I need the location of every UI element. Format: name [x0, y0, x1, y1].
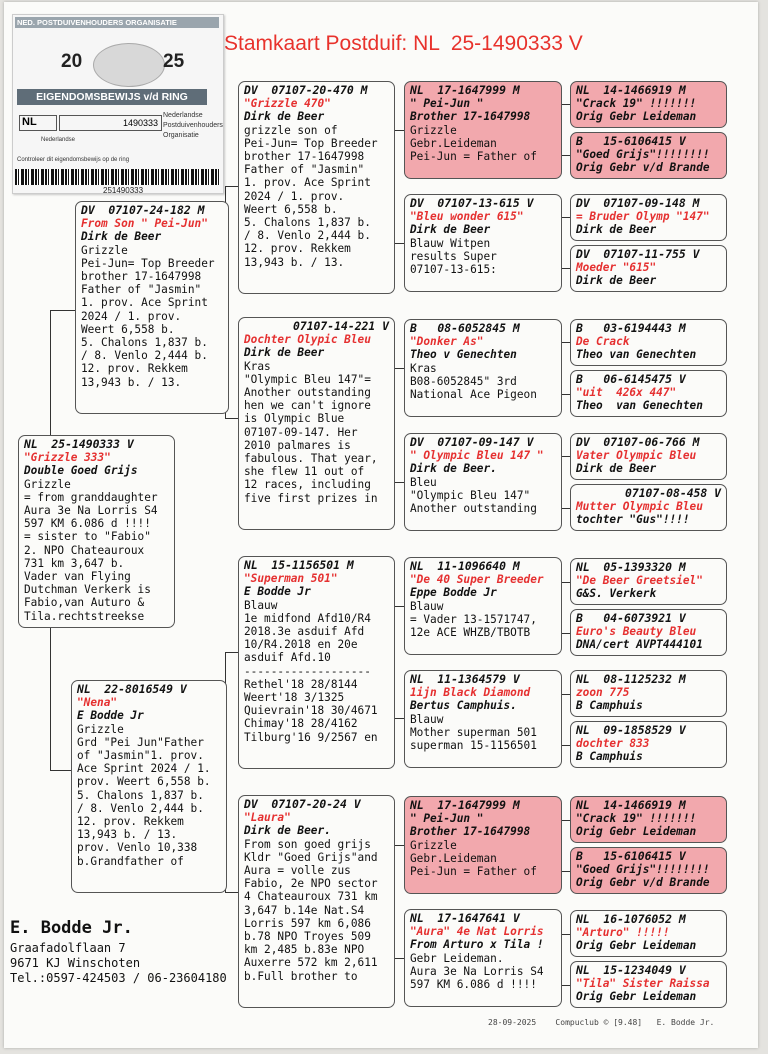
barcode-number: 251490333: [103, 186, 144, 195]
pigeon-card-mm[interactable]: [238, 795, 395, 1008]
pigeon-breeder: Orig Gebr v/d Brande: [576, 161, 710, 175]
pigeon-breeder: B Camphuis: [576, 750, 643, 764]
note-line: results Super: [410, 249, 497, 263]
pigeon-card-mf[interactable]: [238, 556, 395, 769]
year-left: 20: [61, 51, 83, 72]
ring-number: DV 07107-20-24 V: [244, 797, 361, 811]
note-line: Grizzle: [81, 243, 128, 257]
pigeon-breeder: Dirk de Beer: [81, 230, 162, 244]
pigeon-breeder: Dirk de Beer: [410, 223, 491, 237]
note-line: 07107-13-615:: [410, 263, 497, 277]
note-line: 1e midfond Afd10/R4: [244, 611, 371, 625]
pigeon-card-fmm[interactable]: [404, 433, 562, 531]
pigeon-breeder: Orig Gebr Leideman: [576, 990, 697, 1004]
pigeon-breeder: E Bodde Jr: [244, 585, 311, 599]
ring-number: NL 08-1125232 M: [576, 672, 686, 686]
pigeon-notes: [410, 362, 556, 402]
pigeon-name: "De 40 Super Breeder: [410, 573, 544, 587]
note-line: 13,943 b. / 13.: [244, 255, 345, 269]
ring-number: B 08-6052845 M: [410, 321, 520, 335]
note-line: Bleu: [410, 475, 437, 489]
note-line: brother 17-1647998: [81, 270, 202, 284]
pigeon-card-g12[interactable]: [570, 721, 727, 768]
note-line: 10/R4.2018 en 20e: [244, 638, 358, 652]
year-right: 25: [163, 51, 185, 72]
ring-number: DV 07107-24-182 M: [81, 203, 205, 217]
note-line: 5. Chalons 1,837 b.: [244, 216, 371, 230]
pigeon-breeder: DNA/cert AVPT444101: [576, 638, 703, 652]
breeder-phone: Tel.:0597-424503 / 06-23604180: [10, 971, 227, 985]
footer-text: 28-09-2025 Compuclub © [9.48] E. Bodde Jr.: [488, 1018, 715, 1027]
note-line: 12 races, including: [244, 478, 371, 492]
pigeon-notes: [24, 478, 169, 623]
ring-number: DV 07107-11-755 V: [576, 247, 700, 261]
pigeon-name: " Pei-Jun ": [410, 97, 484, 111]
note-line: hen we can't ignore: [244, 399, 371, 413]
pigeon-card-g5[interactable]: [570, 319, 727, 366]
note-line: -------------------: [244, 664, 371, 678]
pigeon-card-g7[interactable]: [570, 433, 727, 480]
note-line: Aura = volle zus: [244, 864, 351, 878]
pigeon-breeder: tochter "Gus"!!!!: [576, 513, 690, 527]
note-line: Dutchman Verkerk is: [24, 583, 151, 597]
pigeon-name: "Grizzle 333": [24, 451, 111, 465]
connector-line: [225, 418, 239, 419]
note-line: fabulous. That year,: [244, 452, 378, 466]
pigeon-breeder: Orig Gebr Leideman: [576, 939, 697, 953]
ring-number: NL 17-1647999 M: [410, 83, 520, 97]
pigeon-name: "Goed Grijs"!!!!!!!!: [576, 148, 710, 162]
pigeon-name: "Nena": [77, 696, 118, 710]
pigeon-name: "Tila" Sister Raissa: [576, 977, 710, 991]
pigeon-notes: [77, 723, 221, 868]
pigeon-card-g1[interactable]: [570, 81, 727, 128]
note-line: she flew 11 out of: [244, 465, 365, 479]
letter-line: Postduivenhouders: [163, 122, 223, 129]
pigeon-card-subject[interactable]: [18, 435, 175, 628]
connector-line: [394, 243, 404, 244]
note-line: Tila.rechtstreekse: [24, 609, 145, 623]
connector-line: [394, 845, 404, 846]
note-line: b.78 NPO Troyes 509: [244, 930, 371, 944]
pigeon-name: "Aura" 4e Nat Lorris: [410, 925, 544, 939]
ring-ownership-card: [12, 14, 224, 194]
pigeon-breeder: Dirk de Beer: [576, 274, 657, 288]
note-line: superman 15-1156501: [410, 739, 537, 753]
connector-line: [394, 718, 404, 719]
pigeon-name: Dochter Olypic Bleu: [244, 333, 371, 347]
note-line: Father of "Jasmin": [244, 163, 365, 177]
note-line: "Olympic Bleu 147"=: [244, 372, 371, 386]
pigeon-name: "De Beer Greetsiel": [576, 574, 703, 588]
pigeon-notes: [244, 838, 389, 983]
pigeon-name: = Bruder Olymp "147": [576, 210, 710, 224]
pigeon-card-g14[interactable]: [570, 847, 727, 894]
note-line: Kras: [244, 359, 271, 373]
pigeon-card-g4[interactable]: [570, 245, 727, 292]
pigeon-card-ffm[interactable]: [404, 194, 562, 292]
pigeon-name: Euro's Beauty Bleu: [576, 625, 697, 639]
note-line: 3,647 b.14e Nat.S4: [244, 903, 365, 917]
note-line: = Vader 13-1571747,: [410, 612, 537, 626]
note-line: b.Full brother to: [244, 969, 358, 983]
ring-number: NL 05-1393320 M: [576, 560, 686, 574]
npo-logo: [93, 43, 165, 87]
ring-number: NL 25-1490333 V: [24, 437, 134, 451]
pigeon-card-fm[interactable]: [238, 317, 395, 530]
pigeon-notes: [410, 476, 556, 516]
ring-number: DV 07107-09-148 M: [576, 196, 700, 210]
note-line: Pei-Jun = Father of: [410, 150, 537, 164]
letter-line: Nederlandse: [163, 112, 203, 119]
ring-number: 1490333: [59, 115, 162, 131]
note-line: Grizzle: [410, 838, 457, 852]
ring-number: NL 17-1647641 V: [410, 911, 520, 925]
connector-line: [225, 892, 239, 893]
pigeon-breeder: E Bodde Jr: [77, 709, 144, 723]
pigeon-card-g10[interactable]: [570, 609, 727, 656]
pigeon-card-g9[interactable]: [570, 558, 727, 605]
ring-number: 07107-08-458 V: [624, 486, 721, 500]
pigeon-breeder: From Arturo x Tila !: [410, 938, 544, 952]
pigeon-card-mmf[interactable]: [404, 796, 562, 894]
note-line: Kldr "Goed Grijs"and: [244, 850, 378, 864]
ownership-label: EIGENDOMSBEWIJS v/d RING: [17, 89, 207, 105]
pigeon-name: From Son " Pei-Jun": [81, 217, 208, 231]
note-line: km 2,485 b.83e NPO: [244, 943, 365, 957]
pigeon-name: "Superman 501": [244, 572, 338, 586]
pigeon-card-fff[interactable]: [404, 81, 562, 179]
note-line: Kras: [410, 361, 437, 375]
pigeon-breeder: Dirk de Beer.: [244, 824, 331, 838]
pigeon-card-g3[interactable]: [570, 194, 727, 241]
pigeon-card-mfm[interactable]: [404, 670, 562, 768]
pigeon-notes: [410, 124, 556, 164]
note-line: Grizzle: [24, 477, 71, 491]
pigeon-notes: [410, 713, 556, 753]
ring-number: DV 07107-20-470 M: [244, 83, 368, 97]
breeder-street: Graafadolflaan 7: [10, 941, 126, 955]
note-line: of "Jasmin"1. prov.: [77, 749, 204, 763]
note-line: B08-6052845" 3rd: [410, 374, 517, 388]
ring-number: B 15-6106415 V: [576, 849, 686, 863]
pigeon-notes: [410, 600, 556, 640]
pigeon-name: "Crack 19" !!!!!!!: [576, 97, 697, 111]
breeder-name: E. Bodde Jr.: [10, 918, 133, 938]
pigeon-name: Vater Olympic Bleu: [576, 449, 697, 463]
note-line: 2010 palmares is: [244, 438, 351, 452]
pigeon-name: Mutter Olympic Bleu: [576, 500, 703, 514]
country-code: NL: [19, 115, 57, 131]
note-line: Rethel'18 28/8144: [244, 677, 358, 691]
pigeon-breeder: Dirk de Beer: [576, 462, 657, 476]
pigeon-card-g13[interactable]: [570, 796, 727, 843]
note-line: 597 KM 6.086 d !!!!: [410, 978, 537, 992]
ring-number: B 03-6194443 M: [576, 321, 686, 335]
note-line: asduif Afd.10: [244, 651, 331, 665]
note-line: Quievrain'18 30/4671: [244, 704, 378, 718]
connector-line: [394, 606, 404, 607]
ring-number: NL 11-1364579 V: [410, 672, 520, 686]
note-line: Pei-Jun = Father of: [410, 865, 537, 879]
pigeon-card-mff[interactable]: [404, 557, 562, 655]
barcode: [15, 169, 220, 185]
connector-line: [394, 130, 404, 131]
breeder-address: [10, 918, 227, 986]
pigeon-breeder: Eppe Bodde Jr: [410, 586, 497, 600]
note-line: prov. Venlo 10,338: [77, 841, 198, 855]
connector-line: [394, 958, 404, 959]
note-line: National Ace Pigeon: [410, 388, 537, 402]
note-line: Weert'18 3/1325: [244, 691, 345, 705]
ring-number: NL 11-1096640 M: [410, 559, 520, 573]
note-line: Gebr.Leideman: [410, 851, 497, 865]
note-line: 12. prov. Rekkem: [81, 362, 188, 376]
note-line: Blauw Witpen: [410, 236, 491, 250]
pigeon-name: 1ijn Black Diamond: [410, 686, 531, 700]
pigeon-breeder: Brother 17-1647998: [410, 110, 531, 124]
ring-number: NL 14-1466919 M: [576, 83, 686, 97]
pigeon-breeder: Dirk de Beer: [244, 110, 325, 124]
pigeon-breeder: G&S. Verkerk: [576, 587, 657, 601]
note-line: 07107-09-147. Her: [244, 425, 358, 439]
pigeon-breeder: B Camphuis: [576, 699, 643, 713]
pigeon-name: dochter 833: [576, 737, 650, 751]
connector-line: [225, 186, 239, 187]
country-name: Nederlandse: [41, 137, 76, 143]
ring-number: B 06-6145475 V: [576, 372, 686, 386]
note-line: From son goed grijs: [244, 837, 371, 851]
pigeon-card-ff[interactable]: [238, 81, 395, 294]
note-line: b.Grandfather of: [77, 854, 184, 868]
note-line: / 8. Venlo 2,444 b.: [244, 229, 371, 243]
note-line: 12e ACE WHZB/TBOTB: [410, 626, 531, 640]
note-line: / 8. Venlo 2,444 b.: [77, 801, 204, 815]
pigeon-name: " Olympic Bleu 147 ": [410, 449, 544, 463]
note-line: Grd "Pei Jun"Father: [77, 735, 204, 749]
pigeon-name: "Bleu wonder 615": [410, 210, 524, 224]
pigeon-notes: [410, 237, 556, 277]
note-line: 4 Chateauroux 731 km: [244, 890, 378, 904]
pigeon-notes: [410, 952, 556, 992]
note-line: Lorris 597 km 6,086: [244, 916, 371, 930]
letter-line: Organisatie: [163, 132, 199, 139]
pigeon-name: Moeder "615": [576, 261, 657, 275]
note-line: 13,943 b. / 13.: [81, 375, 182, 389]
note-line: Gebr.Leideman: [410, 136, 497, 150]
note-line: Mother superman 501: [410, 725, 537, 739]
pigeon-card-g16[interactable]: [570, 961, 727, 1008]
pigeon-name: "uit 426x 447": [576, 386, 677, 400]
connector-line: [394, 482, 404, 483]
connector-line: [394, 368, 404, 369]
pigeon-breeder: Double Goed Grijs: [24, 464, 138, 478]
pigeon-notes: [410, 839, 556, 879]
breeder-city: 9671 KJ Winschoten: [10, 956, 141, 970]
page-title: Stamkaart Postduif: NL 25-1490333 V: [224, 32, 583, 55]
note-line: Pei-Jun= Top Breeder: [244, 136, 378, 150]
note-line: Fabio, 2e NPO sector: [244, 877, 378, 891]
ring-number: 07107-14-221 V: [292, 319, 389, 333]
note-line: Chimay'18 28/4162: [244, 717, 358, 731]
pigeon-name: "Crack 19" !!!!!!!: [576, 812, 697, 826]
note-line: Grizzle: [410, 123, 457, 137]
note-line: 13,943 b. / 13.: [77, 828, 178, 842]
note-line: Blauw: [244, 598, 278, 612]
pigeon-name: De Crack: [576, 335, 630, 349]
note-line: brother 17-1647998: [244, 150, 365, 164]
ring-number: NL 17-1647999 M: [410, 798, 520, 812]
note-line: Weert 6,558 b.: [81, 322, 175, 336]
note-line: Ace Sprint 2024 / 1.: [77, 762, 211, 776]
note-line: 12. prov. Rekkem: [244, 242, 351, 256]
pigeon-card-father[interactable]: [75, 201, 229, 414]
pigeon-card-g8[interactable]: [570, 484, 727, 531]
connector-line: [50, 770, 72, 771]
note-line: "Olympic Bleu 147": [410, 488, 531, 502]
ring-number: NL 09-1858529 V: [576, 723, 686, 737]
pigeon-breeder: Dirk de Beer: [244, 346, 325, 360]
note-line: 1. prov. Ace Sprint: [81, 296, 208, 310]
note-line: Weert 6,558 b.: [244, 202, 338, 216]
note-line: Grizzle: [77, 722, 124, 736]
ring-number: NL 15-1234049 V: [576, 963, 686, 977]
ring-number: B 04-6073921 V: [576, 611, 686, 625]
pigeon-notes: [244, 599, 389, 744]
org-letters: [163, 111, 223, 141]
note-line: 2. NPO Chateauroux: [24, 543, 145, 557]
pigeon-name: "Grizzle 470": [244, 97, 331, 111]
organisation-name: NED. POSTDUIVENHOUDERS ORGANISATIE: [15, 17, 219, 28]
pigeon-notes: [244, 124, 389, 269]
note-line: = sister to "Fabio": [24, 530, 151, 544]
ring-number: NL 15-1156501 M: [244, 558, 354, 572]
pigeon-breeder: Dirk de Beer.: [410, 462, 497, 476]
pigeon-card-mother[interactable]: [71, 680, 227, 893]
note-line: / 8. Venlo 2,444 b.: [81, 349, 208, 363]
note-line: 2018.3e asduif Afd: [244, 625, 365, 639]
note-line: Another outstanding: [244, 386, 371, 400]
ring-number: NL 14-1466919 M: [576, 798, 686, 812]
note-line: Vader van Flying: [24, 570, 131, 584]
note-line: Auxerre 572 km 2,611: [244, 956, 378, 970]
pigeon-name: " Pei-Jun ": [410, 812, 484, 826]
ring-number: B 15-6106415 V: [576, 134, 686, 148]
note-line: Another outstanding: [410, 502, 537, 516]
note-line: five first prizes in: [244, 491, 378, 505]
pigeon-name: "Goed Grijs"!!!!!!!!: [576, 863, 710, 877]
pigeon-breeder: Dirk de Beer: [576, 223, 657, 237]
pigeon-name: "Laura": [244, 811, 291, 825]
pigeon-breeder: Orig Gebr v/d Brande: [576, 876, 710, 890]
note-line: 12. prov. Rekkem: [77, 815, 184, 829]
pigeon-notes: [81, 244, 223, 389]
note-line: Blauw: [410, 712, 444, 726]
note-line: prov. Weert 6,558 b.: [77, 775, 211, 789]
note-line: 1. prov. Ace Sprint: [244, 176, 371, 190]
note-line: Gebr Leideman.: [410, 951, 504, 965]
connector-line: [225, 652, 239, 653]
note-line: is Olympic Blue: [244, 412, 345, 426]
note-line: Aura 3e Na Lorris S4: [410, 964, 544, 978]
pigeon-notes: [244, 360, 389, 505]
pigeon-name: "Donker As": [410, 335, 484, 349]
pigeon-name: "Arturo" !!!!!: [576, 926, 670, 940]
ring-number: NL 22-8016549 V: [77, 682, 187, 696]
ring-number: DV 07107-09-147 V: [410, 435, 534, 449]
pigeon-card-fmf[interactable]: [404, 319, 562, 417]
note-line: Father of "Jasmin": [81, 283, 202, 297]
note-line: grizzle son of: [244, 123, 338, 137]
note-line: Tilburg'16 9/2567 en: [244, 730, 378, 744]
ring-number: NL 16-1076052 M: [576, 912, 686, 926]
note-line: Pei-Jun= Top Breeder: [81, 256, 215, 270]
ring-number: DV 07107-06-766 M: [576, 435, 700, 449]
pigeon-card-mmm[interactable]: [404, 909, 562, 1007]
note-line: 2024 / 1. prov.: [81, 309, 182, 323]
pigeon-card-g11[interactable]: [570, 670, 727, 717]
pigeon-breeder: Orig Gebr Leideman: [576, 110, 697, 124]
note-line: 731 km 3,647 b.: [24, 556, 125, 570]
connector-line: [50, 310, 76, 311]
card-note: Controleer dit eigendomsbewijs op de ring: [17, 157, 130, 163]
pigeon-breeder: Bertus Camphuis.: [410, 699, 517, 713]
pigeon-breeder: Theo van Genechten: [576, 348, 697, 362]
pigeon-breeder: Orig Gebr Leideman: [576, 825, 697, 839]
pigeon-breeder: Theo v Genechten: [410, 348, 517, 362]
note-line: Fabio,van Auturo &: [24, 596, 145, 610]
note-line: 5. Chalons 1,837 b.: [81, 336, 208, 350]
pigeon-breeder: Brother 17-1647998: [410, 825, 531, 839]
ring-number: DV 07107-13-615 V: [410, 196, 534, 210]
note-line: Blauw: [410, 599, 444, 613]
pigeon-breeder: Theo van Genechten: [576, 399, 703, 413]
pigeon-card-g2[interactable]: [570, 132, 727, 179]
note-line: 5. Chalons 1,837 b.: [77, 788, 204, 802]
note-line: Aura 3e Na Lorris S4: [24, 504, 158, 518]
note-line: 2024 / 1. prov.: [244, 189, 345, 203]
note-line: 597 KM 6.086 d !!!!: [24, 517, 151, 531]
pigeon-card-g15[interactable]: [570, 910, 727, 957]
pigeon-card-g6[interactable]: [570, 370, 727, 417]
pigeon-name: zoon 775: [576, 686, 630, 700]
note-line: = from granddaughter: [24, 490, 158, 504]
